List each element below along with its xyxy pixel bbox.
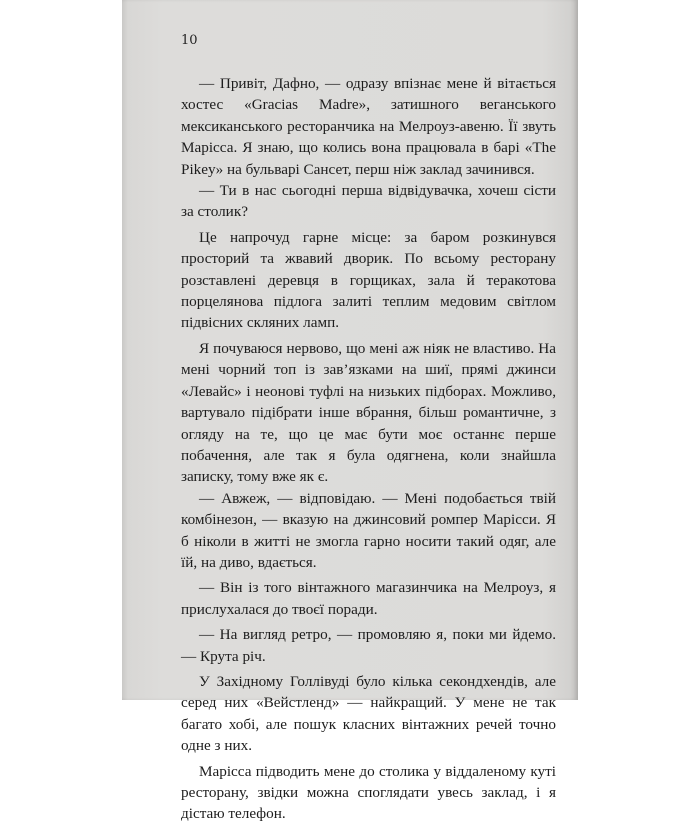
page-number: 10 (181, 33, 198, 48)
paragraph-romper: — Авжеж, — відповідаю. — Мені подобається твій комбінезон, — вказую на джинсовий ромпер Марісси. Я б ніколи в житті не змогла гарно носити такий одяг, але їй, на диво, вдається. (181, 489, 556, 571)
paragraph-retro: — На вигляд ретро, — промовляю я, поки ми йдемо. — Крута річ. (181, 626, 556, 665)
paragraph-greeting: — Привіт, Дафно, — одразу впізнає мене й вітається хостес «Gracias Madre», затишного веганського мексиканського ресторанчика на Мелроуз-авеню. Її звуть Марісса. Я знаю, що колись вона працювала в барі «The Pikey» на бульварі Сансет, перш ніж заклад зачинився. (181, 75, 556, 178)
body-text (181, 73, 556, 825)
paragraph-table: Марісса підводить мене до столика у віддаленому куті ресторану, звідки можна споглядати увесь заклад, і я дістаю телефон. (181, 762, 556, 823)
paragraph-first-visitor: — Ти в нас сьогодні перша відвідувачка, хочеш сісти за столик? (181, 182, 556, 221)
book-page (122, 0, 578, 823)
paragraph-outfit: Я почуваюся нервово, що мені аж ніяк не властиво. На мені чорний топ із зав’язками на шиї, прямі джинси «Левайс» і неонові туфлі на низьких підборах. Можливо, вартувало підібрати інше вбрання, більш романтичне, з огляду на те, що це має бути моє останнє перше побачення, але так я була одягнена, коли знайшла записку, тому вже як є. (181, 339, 556, 486)
paragraph-vintage-shop: — Він із того вінтажного магазинчика на Мелроуз, я прислухалася до твоєї поради. (181, 579, 556, 618)
paragraph-restaurant-description: Це напрочуд гарне місце: за баром розкинувся просторий та жвавий дворик. По всьому ресторану розставлені деревця в горщиках, зала й теракотова порцелянова підлога залиті теплим медовим світлом підвісних скляних ламп. (181, 228, 556, 332)
paragraph-west-hollywood: У Західному Голлівуді було кілька секондхендів, але серед них «Вейстленд» — найкращий. У мене не так багато хобі, але пошук класних вінтажних речей точно одне з них. (181, 672, 556, 755)
